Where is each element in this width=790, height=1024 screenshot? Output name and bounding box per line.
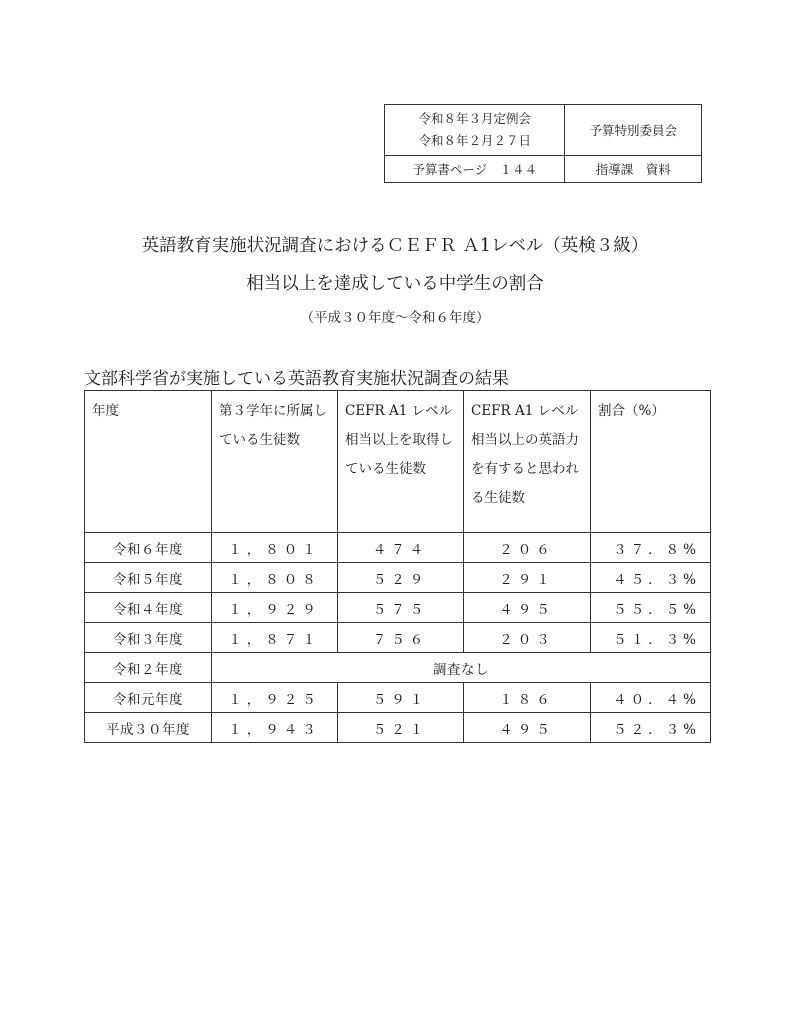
cell-obtained: ５７５ <box>338 593 464 623</box>
meeting-info-cell <box>385 105 565 156</box>
cell-obtained: ５２１ <box>338 713 464 743</box>
cell-year: 令和６年度 <box>85 533 212 563</box>
document-subtitle: （平成３０年度～令和６年度） <box>300 310 490 326</box>
cell-students: １，９２５ <box>212 683 338 713</box>
cell-obtained: ４７４ <box>338 533 464 563</box>
cell-students: １，８０８ <box>212 563 338 593</box>
header-grade3-students: 第３学年に所属している生徒数 <box>212 391 338 533</box>
header-cefr-estimated: CEFR A1 レベル相当以上の英語力を有すると思われる生徒数 <box>464 391 591 533</box>
cell-obtained: ５２９ <box>338 563 464 593</box>
cell-estimated: １８６ <box>464 683 591 713</box>
cell-year: 令和４年度 <box>85 593 212 623</box>
cell-year: 令和３年度 <box>85 623 212 653</box>
document-title-line-1: 英語教育実施状況調査におけるＣＥＦＲ Ａ1レベル（英検３級） <box>141 236 649 256</box>
header-info-box <box>384 104 702 183</box>
cell-ratio: ４５．３% <box>591 563 711 593</box>
cell-obtained: ７５６ <box>338 623 464 653</box>
header-cefr-obtained: CEFR A1 レベル相当以上を取得している生徒数 <box>338 391 464 533</box>
cell-no-survey: 調査なし <box>212 653 711 683</box>
table-row <box>85 653 711 683</box>
cell-year: 平成３０年度 <box>85 713 212 743</box>
cell-estimated: ４９５ <box>464 593 591 623</box>
cell-ratio: ５２．３% <box>591 713 711 743</box>
committee-name: 予算特別委員会 <box>565 105 702 156</box>
budget-page-ref: 予算書ページ １４４ <box>385 156 565 183</box>
cell-estimated: ４９５ <box>464 713 591 743</box>
table-row <box>85 563 711 593</box>
department-label: 指導課 資料 <box>565 156 702 183</box>
cell-ratio: ３７．８% <box>591 533 711 563</box>
cell-estimated: ２９１ <box>464 563 591 593</box>
section-heading: 文部科学省が実施している英語教育実施状況調査の結果 <box>84 369 509 389</box>
cell-year: 令和５年度 <box>85 563 212 593</box>
cell-estimated: ２０３ <box>464 623 591 653</box>
cell-students: １，８７１ <box>212 623 338 653</box>
cell-obtained: ５９１ <box>338 683 464 713</box>
table-row <box>85 683 711 713</box>
cell-estimated: ２０６ <box>464 533 591 563</box>
header-year: 年度 <box>85 391 212 533</box>
meeting-date: 令和８年２月２７日 <box>418 133 531 148</box>
table-row <box>85 713 711 743</box>
table-row <box>85 593 711 623</box>
document-title-block <box>0 234 790 328</box>
document-title-line-2: 相当以上を達成している中学生の割合 <box>246 274 544 294</box>
survey-results-table <box>84 390 711 743</box>
cell-year: 令和元年度 <box>85 683 212 713</box>
cell-ratio: ５５．５% <box>591 593 711 623</box>
cell-students: １，８０１ <box>212 533 338 563</box>
cell-ratio: ５１．３% <box>591 623 711 653</box>
cell-year: 令和２年度 <box>85 653 212 683</box>
cell-students: １，９４３ <box>212 713 338 743</box>
table-row <box>85 533 711 563</box>
header-ratio: 割合（%） <box>591 391 711 533</box>
cell-ratio: ４０．４% <box>591 683 711 713</box>
cell-students: １，９２９ <box>212 593 338 623</box>
meeting-name: 令和８年３月定例会 <box>418 111 531 126</box>
table-header-row <box>85 391 711 533</box>
table-row <box>85 623 711 653</box>
